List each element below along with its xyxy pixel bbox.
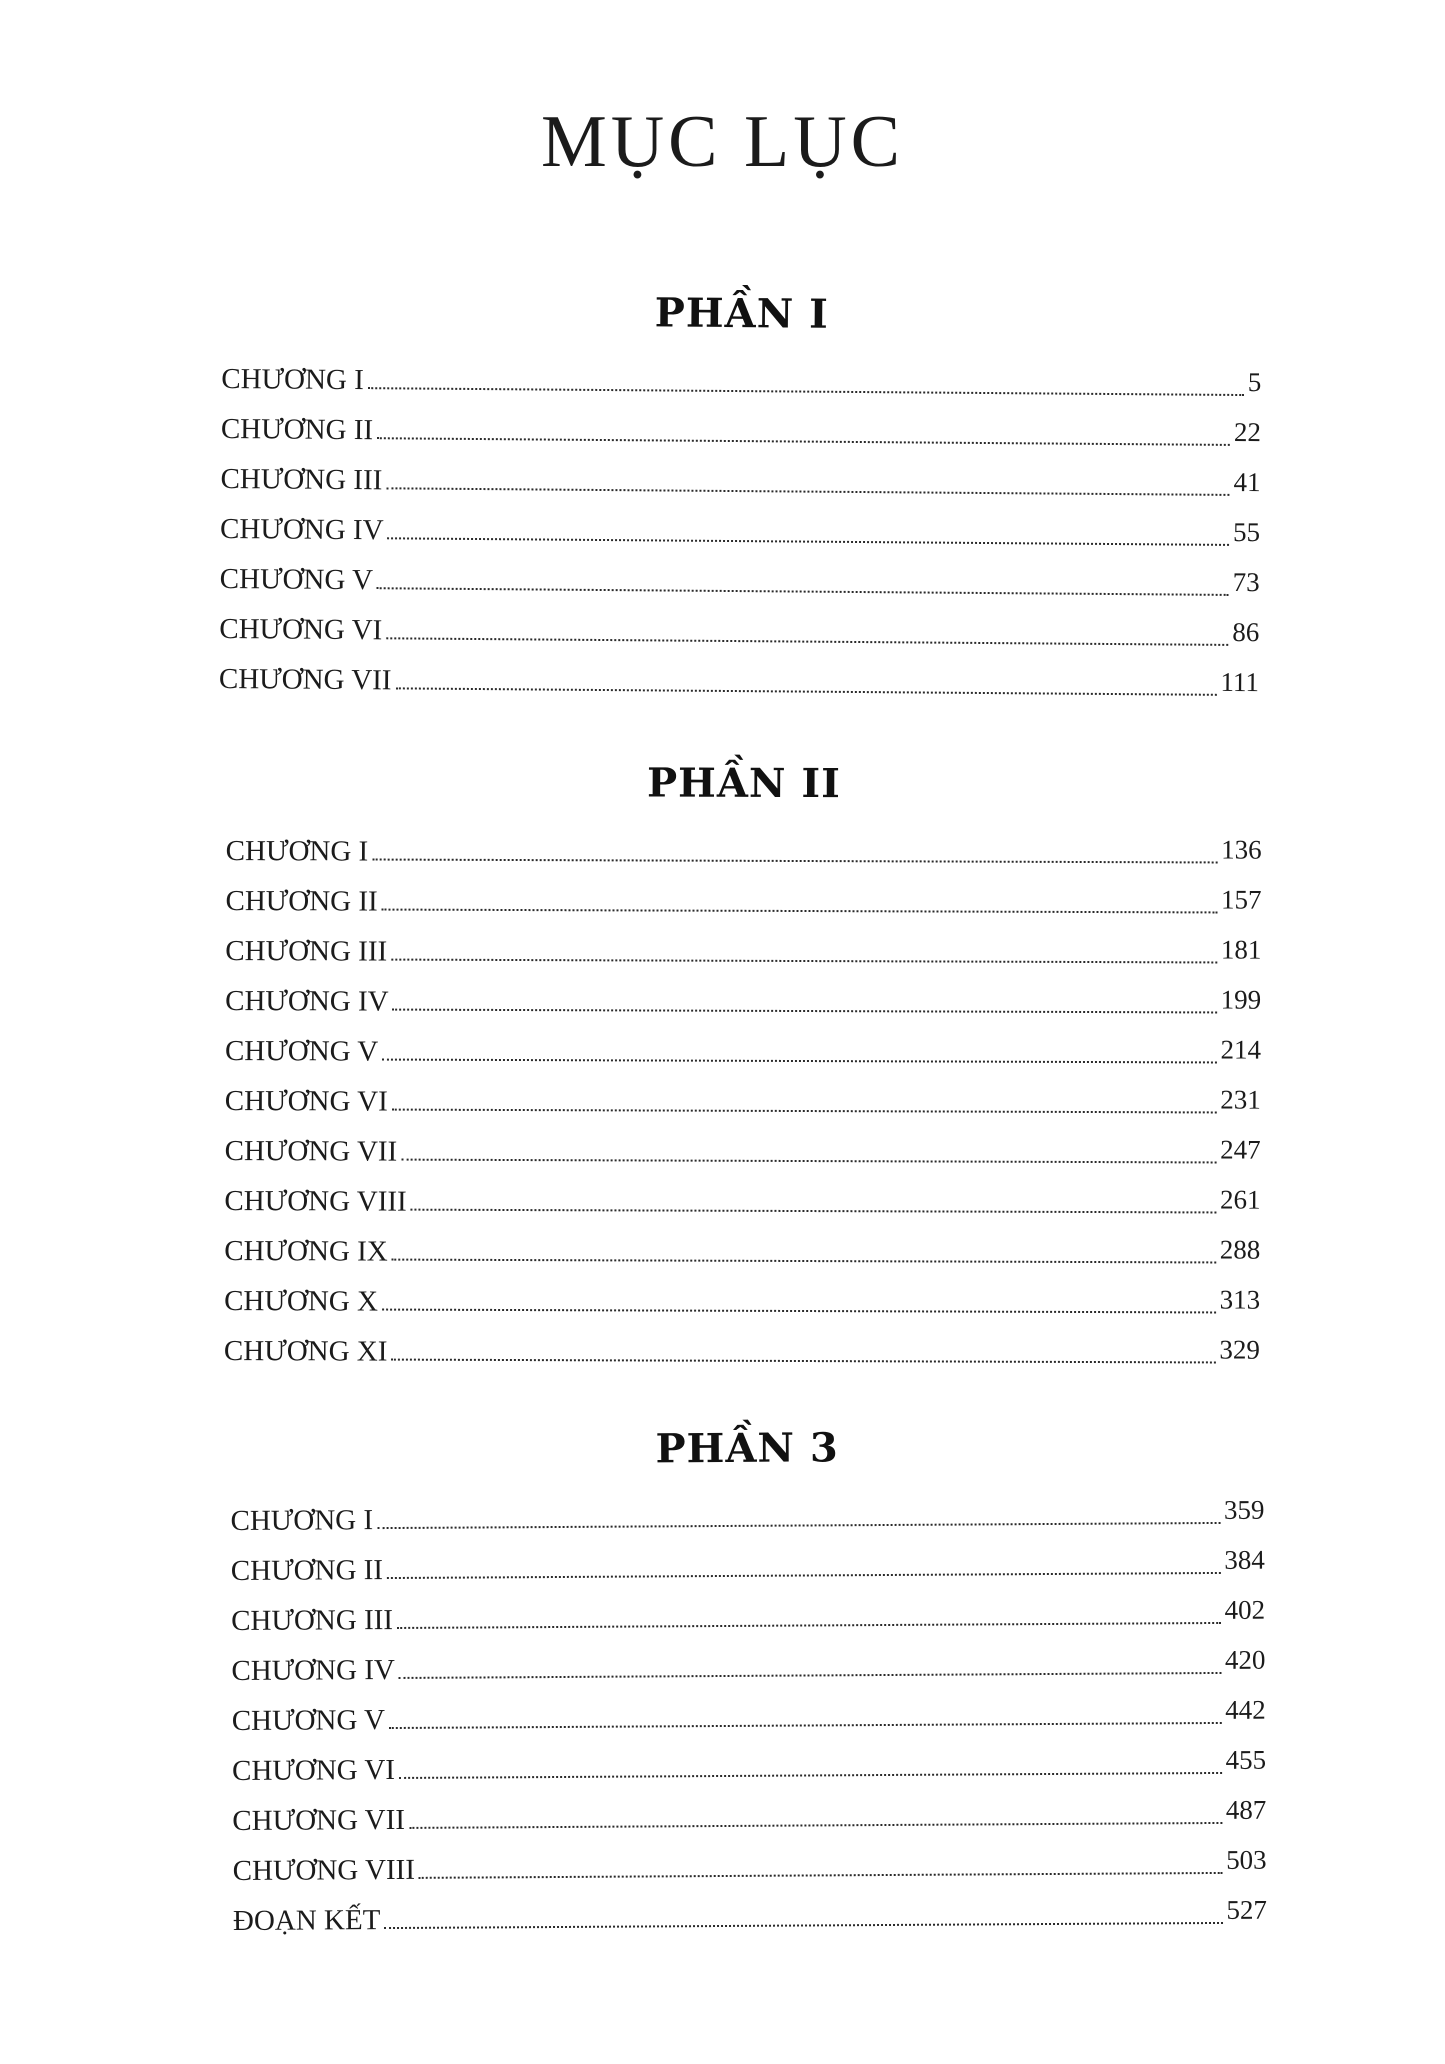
chapter-label: CHƯƠNG VI — [219, 612, 383, 647]
chapter-label: CHƯƠNG II — [225, 884, 378, 918]
toc-entry — [224, 1266, 1260, 1320]
part-3-section — [230, 1426, 1267, 1936]
page-number: 199 — [1220, 984, 1262, 1015]
page-number: 111 — [1220, 666, 1260, 698]
chapter-label: CHƯƠNG V — [231, 1704, 386, 1737]
dot-leader — [386, 637, 1228, 646]
part-heading: PHẦN I — [654, 289, 830, 338]
dot-leader — [382, 909, 1217, 914]
dot-leader — [384, 1922, 1222, 1929]
page-number: 442 — [1225, 1694, 1266, 1725]
toc-entry — [224, 1216, 1260, 1270]
dot-leader — [399, 1772, 1222, 1779]
dot-leader — [372, 859, 1217, 864]
page-number: 55 — [1233, 516, 1261, 548]
dot-leader — [391, 1359, 1215, 1364]
chapter-label: CHƯƠNG VII — [224, 1134, 398, 1168]
toc-entry — [221, 394, 1261, 452]
page-number: 313 — [1219, 1284, 1261, 1315]
chapter-label: CHƯƠNG IV — [231, 1653, 396, 1687]
toc-entry — [231, 1630, 1265, 1686]
dot-leader — [393, 1009, 1217, 1014]
dot-leader — [411, 1209, 1216, 1214]
dot-leader — [391, 959, 1217, 964]
toc-entry — [219, 594, 1259, 652]
page-number: 503 — [1226, 1844, 1267, 1875]
toc-entry — [232, 1830, 1266, 1886]
chapter-label: CHƯƠNG IV — [225, 984, 389, 1018]
dot-leader — [382, 1309, 1216, 1314]
page-number: 214 — [1220, 1034, 1262, 1065]
dot-leader — [377, 437, 1230, 446]
page-number: 384 — [1224, 1544, 1265, 1575]
chapter-label: CHƯƠNG V — [219, 562, 374, 597]
page-number: 420 — [1224, 1644, 1266, 1675]
chapter-label: CHƯƠNG III — [225, 934, 388, 968]
dot-leader — [387, 1572, 1220, 1579]
dot-leader — [377, 587, 1229, 596]
dot-leader — [419, 1872, 1222, 1879]
toc-entry — [231, 1530, 1265, 1586]
page-number: 22 — [1233, 416, 1262, 448]
toc-entry — [224, 1316, 1260, 1370]
page-number: 5 — [1247, 367, 1262, 398]
toc-entry — [224, 1166, 1260, 1220]
page-number: 402 — [1224, 1594, 1266, 1625]
chapter-label: CHƯƠNG III — [220, 462, 383, 497]
page-number: 181 — [1220, 934, 1262, 965]
toc-entry — [225, 1066, 1261, 1120]
page-number: 288 — [1219, 1234, 1261, 1265]
toc-entry — [226, 816, 1262, 870]
dot-leader — [392, 1259, 1216, 1264]
toc-entry — [225, 866, 1261, 920]
page-number: 157 — [1220, 884, 1262, 915]
dot-leader — [377, 1522, 1220, 1529]
chapter-label: CHƯƠNG V — [224, 1034, 379, 1068]
page-number: 487 — [1225, 1794, 1267, 1825]
part-2-section — [223, 759, 1262, 1370]
chapter-label: CHƯƠNG VIII — [232, 1853, 416, 1887]
dot-leader — [392, 1109, 1217, 1114]
page-number: 261 — [1219, 1184, 1261, 1215]
chapter-label: CHƯƠNG VII — [218, 662, 392, 697]
part-heading: PHẦN 3 — [655, 1424, 839, 1473]
toc-entry — [232, 1680, 1266, 1736]
toc-entry — [225, 1116, 1261, 1170]
chapter-label: CHƯƠNG II — [220, 412, 374, 447]
part-1-section — [219, 290, 1262, 702]
toc-entry — [225, 1016, 1261, 1070]
page-number: 247 — [1220, 1134, 1261, 1165]
chapter-label: CHƯƠNG III — [231, 1604, 394, 1637]
part-heading: PHẦN II — [646, 759, 841, 808]
page-title: MỤC LỤC — [540, 101, 905, 183]
dot-leader — [389, 1722, 1221, 1729]
page-number: 73 — [1232, 566, 1260, 598]
page-number: 329 — [1219, 1334, 1261, 1365]
chapter-label: CHƯƠNG X — [224, 1284, 378, 1318]
page-number: 41 — [1233, 466, 1261, 498]
dot-leader — [409, 1822, 1222, 1829]
dot-leader — [388, 537, 1230, 546]
page-number: 359 — [1223, 1494, 1265, 1525]
dot-leader — [401, 1159, 1216, 1164]
page-number: 231 — [1220, 1084, 1261, 1115]
chapter-label: CHƯƠNG I — [221, 362, 364, 397]
toc-entry — [219, 644, 1259, 702]
dot-leader — [386, 487, 1229, 496]
dot-leader — [395, 687, 1216, 695]
chapter-label: CHƯƠNG I — [225, 834, 369, 868]
page-number: 527 — [1226, 1894, 1268, 1925]
toc-entry — [221, 344, 1261, 402]
toc-entry — [233, 1880, 1267, 1936]
dot-leader — [397, 1622, 1221, 1629]
toc-entry — [232, 1730, 1266, 1786]
toc-entry — [230, 1480, 1264, 1536]
chapter-label: CHƯƠNG IV — [219, 512, 384, 547]
toc-entry — [231, 1580, 1265, 1636]
toc-list — [230, 1480, 1267, 1936]
dot-leader — [368, 387, 1244, 396]
dot-leader — [399, 1672, 1221, 1679]
toc-entry — [220, 494, 1260, 552]
toc-entry — [220, 544, 1260, 602]
toc-entry — [220, 444, 1260, 502]
chapter-label: CHƯƠNG VII — [232, 1803, 406, 1837]
chapter-label: CHƯƠNG VIII — [224, 1184, 407, 1218]
page-number: 455 — [1225, 1744, 1267, 1775]
chapter-label: CHƯƠNG VI — [231, 1753, 396, 1787]
page-number: 86 — [1232, 616, 1260, 648]
chapter-label: CHƯƠNG XI — [223, 1334, 388, 1368]
toc-list — [219, 344, 1262, 702]
chapter-label: CHƯƠNG I — [230, 1504, 374, 1537]
toc-entry — [225, 966, 1261, 1020]
page-number: 136 — [1221, 834, 1262, 865]
chapter-label: CHƯƠNG II — [230, 1554, 384, 1587]
chapter-label: CHƯƠNG IX — [224, 1234, 388, 1268]
toc-entry — [232, 1780, 1266, 1836]
chapter-label: CHƯƠNG VI — [224, 1084, 388, 1118]
toc-entry — [225, 916, 1261, 970]
toc-list — [224, 816, 1262, 1370]
dot-leader — [382, 1059, 1216, 1064]
chapter-label: ĐOẠN KẾT — [232, 1904, 381, 1937]
